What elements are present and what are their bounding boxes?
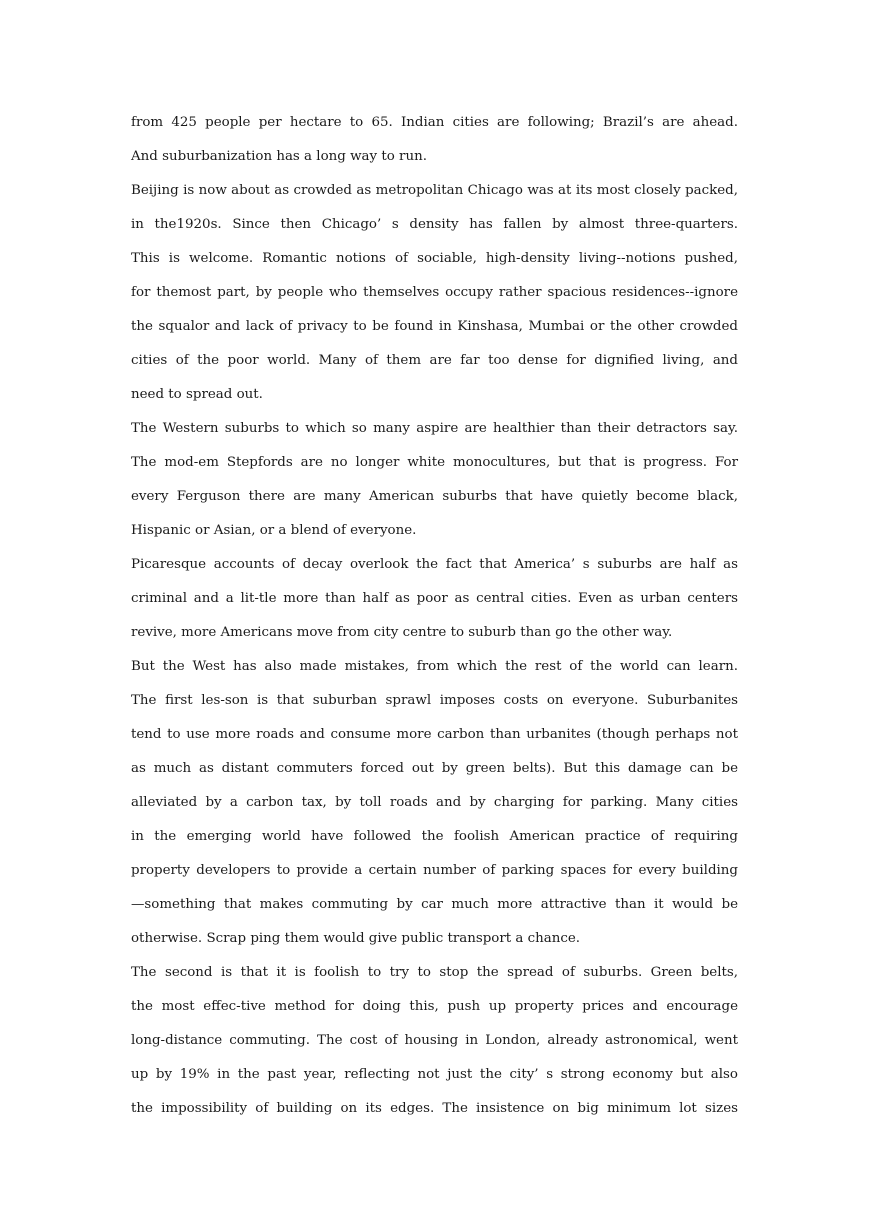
text-line: —something that makes commuting by car much more attractive than it would be <box>131 897 738 912</box>
text-line: Beijing is now about as crowded as metropolitan Chicago was at its most closely packed, <box>131 183 738 198</box>
text-line: cities of the poor world. Many of them are far too dense for dignified living, and <box>131 353 738 368</box>
text-line: property developers to provide a certain number of parking spaces for every building <box>131 863 738 878</box>
text-line: otherwise. Scrap ping them would give public transport a chance. <box>131 931 581 946</box>
text-line: Hispanic or Asian, or a blend of everyone. <box>131 523 417 538</box>
text-line: This is welcome. Romantic notions of sociable, high-density living--notions pushed, <box>131 251 738 266</box>
text-line: the most effec-tive method for doing this, push up property prices and encourage <box>131 999 738 1014</box>
text-line: criminal and a lit-tle more than half as poor as central cities. Even as urban centers <box>131 591 738 606</box>
text-line: The second is that it is foolish to try to stop the spread of suburbs. Green belts, <box>131 965 738 980</box>
text-line: need to spread out. <box>131 387 263 402</box>
text-line: The first les-son is that suburban sprawl imposes costs on everyone. Suburbanites <box>131 693 738 708</box>
text-line: revive, more Americans move from city centre to suburb than go the other way. <box>131 625 673 640</box>
text-line: Picaresque accounts of decay overlook the fact that America’ s suburbs are half as <box>131 557 738 572</box>
text-line: long-distance commuting. The cost of housing in London, already astronomical, went <box>131 1033 738 1048</box>
text-line: every Ferguson there are many American suburbs that have quietly become black, <box>131 489 738 504</box>
text-line: in the emerging world have followed the foolish American practice of requiring <box>131 829 738 844</box>
text-line: the impossibility of building on its edges. The insistence on big minimum lot sizes <box>131 1101 738 1116</box>
text-line: But the West has also made mistakes, from which the rest of the world can learn. <box>131 659 738 674</box>
text-line: as much as distant commuters forced out by green belts). But this damage can be <box>131 761 738 776</box>
document-body <box>131 110 738 1130</box>
text-line: The Western suburbs to which so many aspire are healthier than their detractors say. <box>131 421 738 436</box>
text-line: The mod-em Stepfords are no longer white monocultures, but that is progress. For <box>131 455 738 470</box>
text-line: from 425 people per hectare to 65. Indian cities are following; Brazil’s are ahead. <box>131 115 738 130</box>
text-line: the squalor and lack of privacy to be found in Kinshasa, Mumbai or the other crowded <box>131 319 738 334</box>
text-line: up by 19% in the past year, reflecting not just the city’ s strong economy but also <box>131 1067 738 1082</box>
text-line: in the1920s. Since then Chicago’ s density has fallen by almost three-quarters. <box>131 217 738 232</box>
text-line: for themost part, by people who themselves occupy rather spacious residences--ignore <box>131 285 738 300</box>
text-line: tend to use more roads and consume more carbon than urbanites (though perhaps not <box>131 727 738 742</box>
text-line: And suburbanization has a long way to run. <box>131 149 427 164</box>
text-line: alleviated by a carbon tax, by toll roads and by charging for parking. Many cities <box>131 795 738 810</box>
